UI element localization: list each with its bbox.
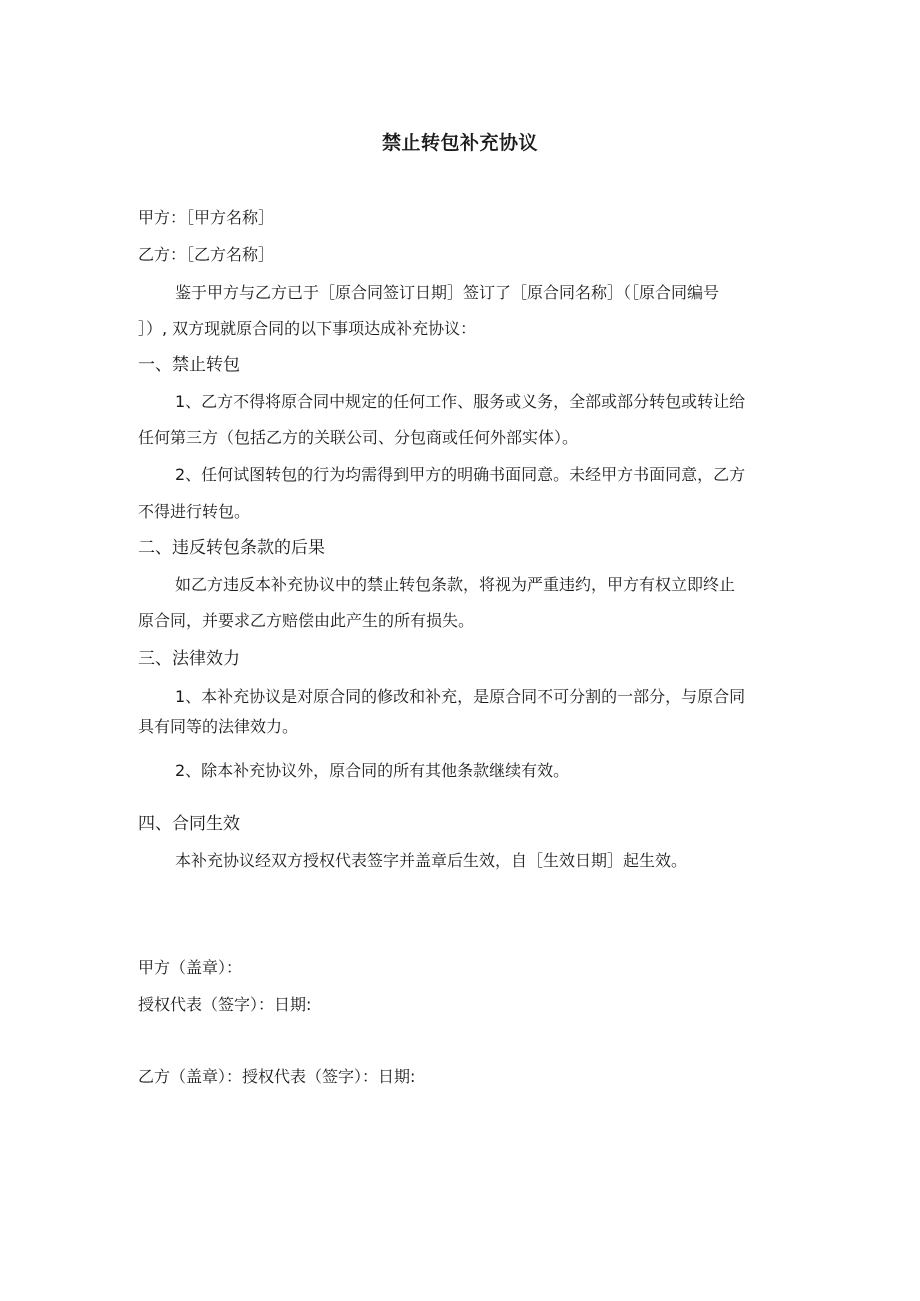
section-1-clause-1-line-1: 1、乙方不得将原合同中规定的任何工作、服务或义务，全部或部分转包或转让给 xyxy=(175,392,746,411)
party-b-line: 乙方：［乙方名称］ xyxy=(138,245,275,264)
section-4-heading: 四、合同生效 xyxy=(138,814,240,834)
section-2-text-line-2: 原合同，并要求乙方赔偿由此产生的所有损失。 xyxy=(138,611,475,630)
party-b-signature-line: 乙方（盖章）：授权代表（签字）：日期: xyxy=(138,1067,416,1086)
section-3-heading: 三、法律效力 xyxy=(138,649,240,669)
section-3-clause-2: 2、除本补充协议外，原合同的所有其他条款继续有效。 xyxy=(175,761,570,780)
preamble-line-2: ］）, 双方现就原合同的以下事项达成补充协议： xyxy=(138,319,477,338)
document-title: 禁止转包补充协议 xyxy=(381,132,538,154)
section-2-heading: 二、违反转包条款的后果 xyxy=(138,538,325,558)
party-a-representative-line: 授权代表（签字）：日期: xyxy=(138,995,312,1014)
preamble-line-1: 鉴于甲方与乙方已于［原合同签订日期］签订了［原合同名称］（［原合同编号 xyxy=(175,283,720,302)
section-3-clause-1-line-2: 具有同等的法律效力。 xyxy=(138,717,299,736)
party-a-line: 甲方：［甲方名称］ xyxy=(138,208,275,227)
section-4-text: 本补充协议经双方授权代表签字并盖章后生效，自［生效日期］起生效。 xyxy=(175,851,688,870)
section-1-clause-2-line-1: 2、任何试图转包的行为均需得到甲方的明确书面同意。未经甲方书面同意，乙方 xyxy=(175,465,746,484)
section-1-heading: 一、禁止转包 xyxy=(138,355,240,375)
party-a-seal-line: 甲方（盖章）： xyxy=(138,958,243,977)
section-1-clause-2-line-2: 不得进行转包。 xyxy=(138,502,251,521)
section-1-clause-1-line-2: 任何第三方（包括乙方的关联公司、分包商或任何外部实体）。 xyxy=(138,428,579,447)
section-2-text-line-1: 如乙方违反本补充协议中的禁止转包条款，将视为严重违约，甲方有权立即终止 xyxy=(175,575,736,594)
section-3-clause-1-line-1: 1、本补充协议是对原合同的修改和补充，是原合同不可分割的一部分，与原合同 xyxy=(175,687,746,706)
